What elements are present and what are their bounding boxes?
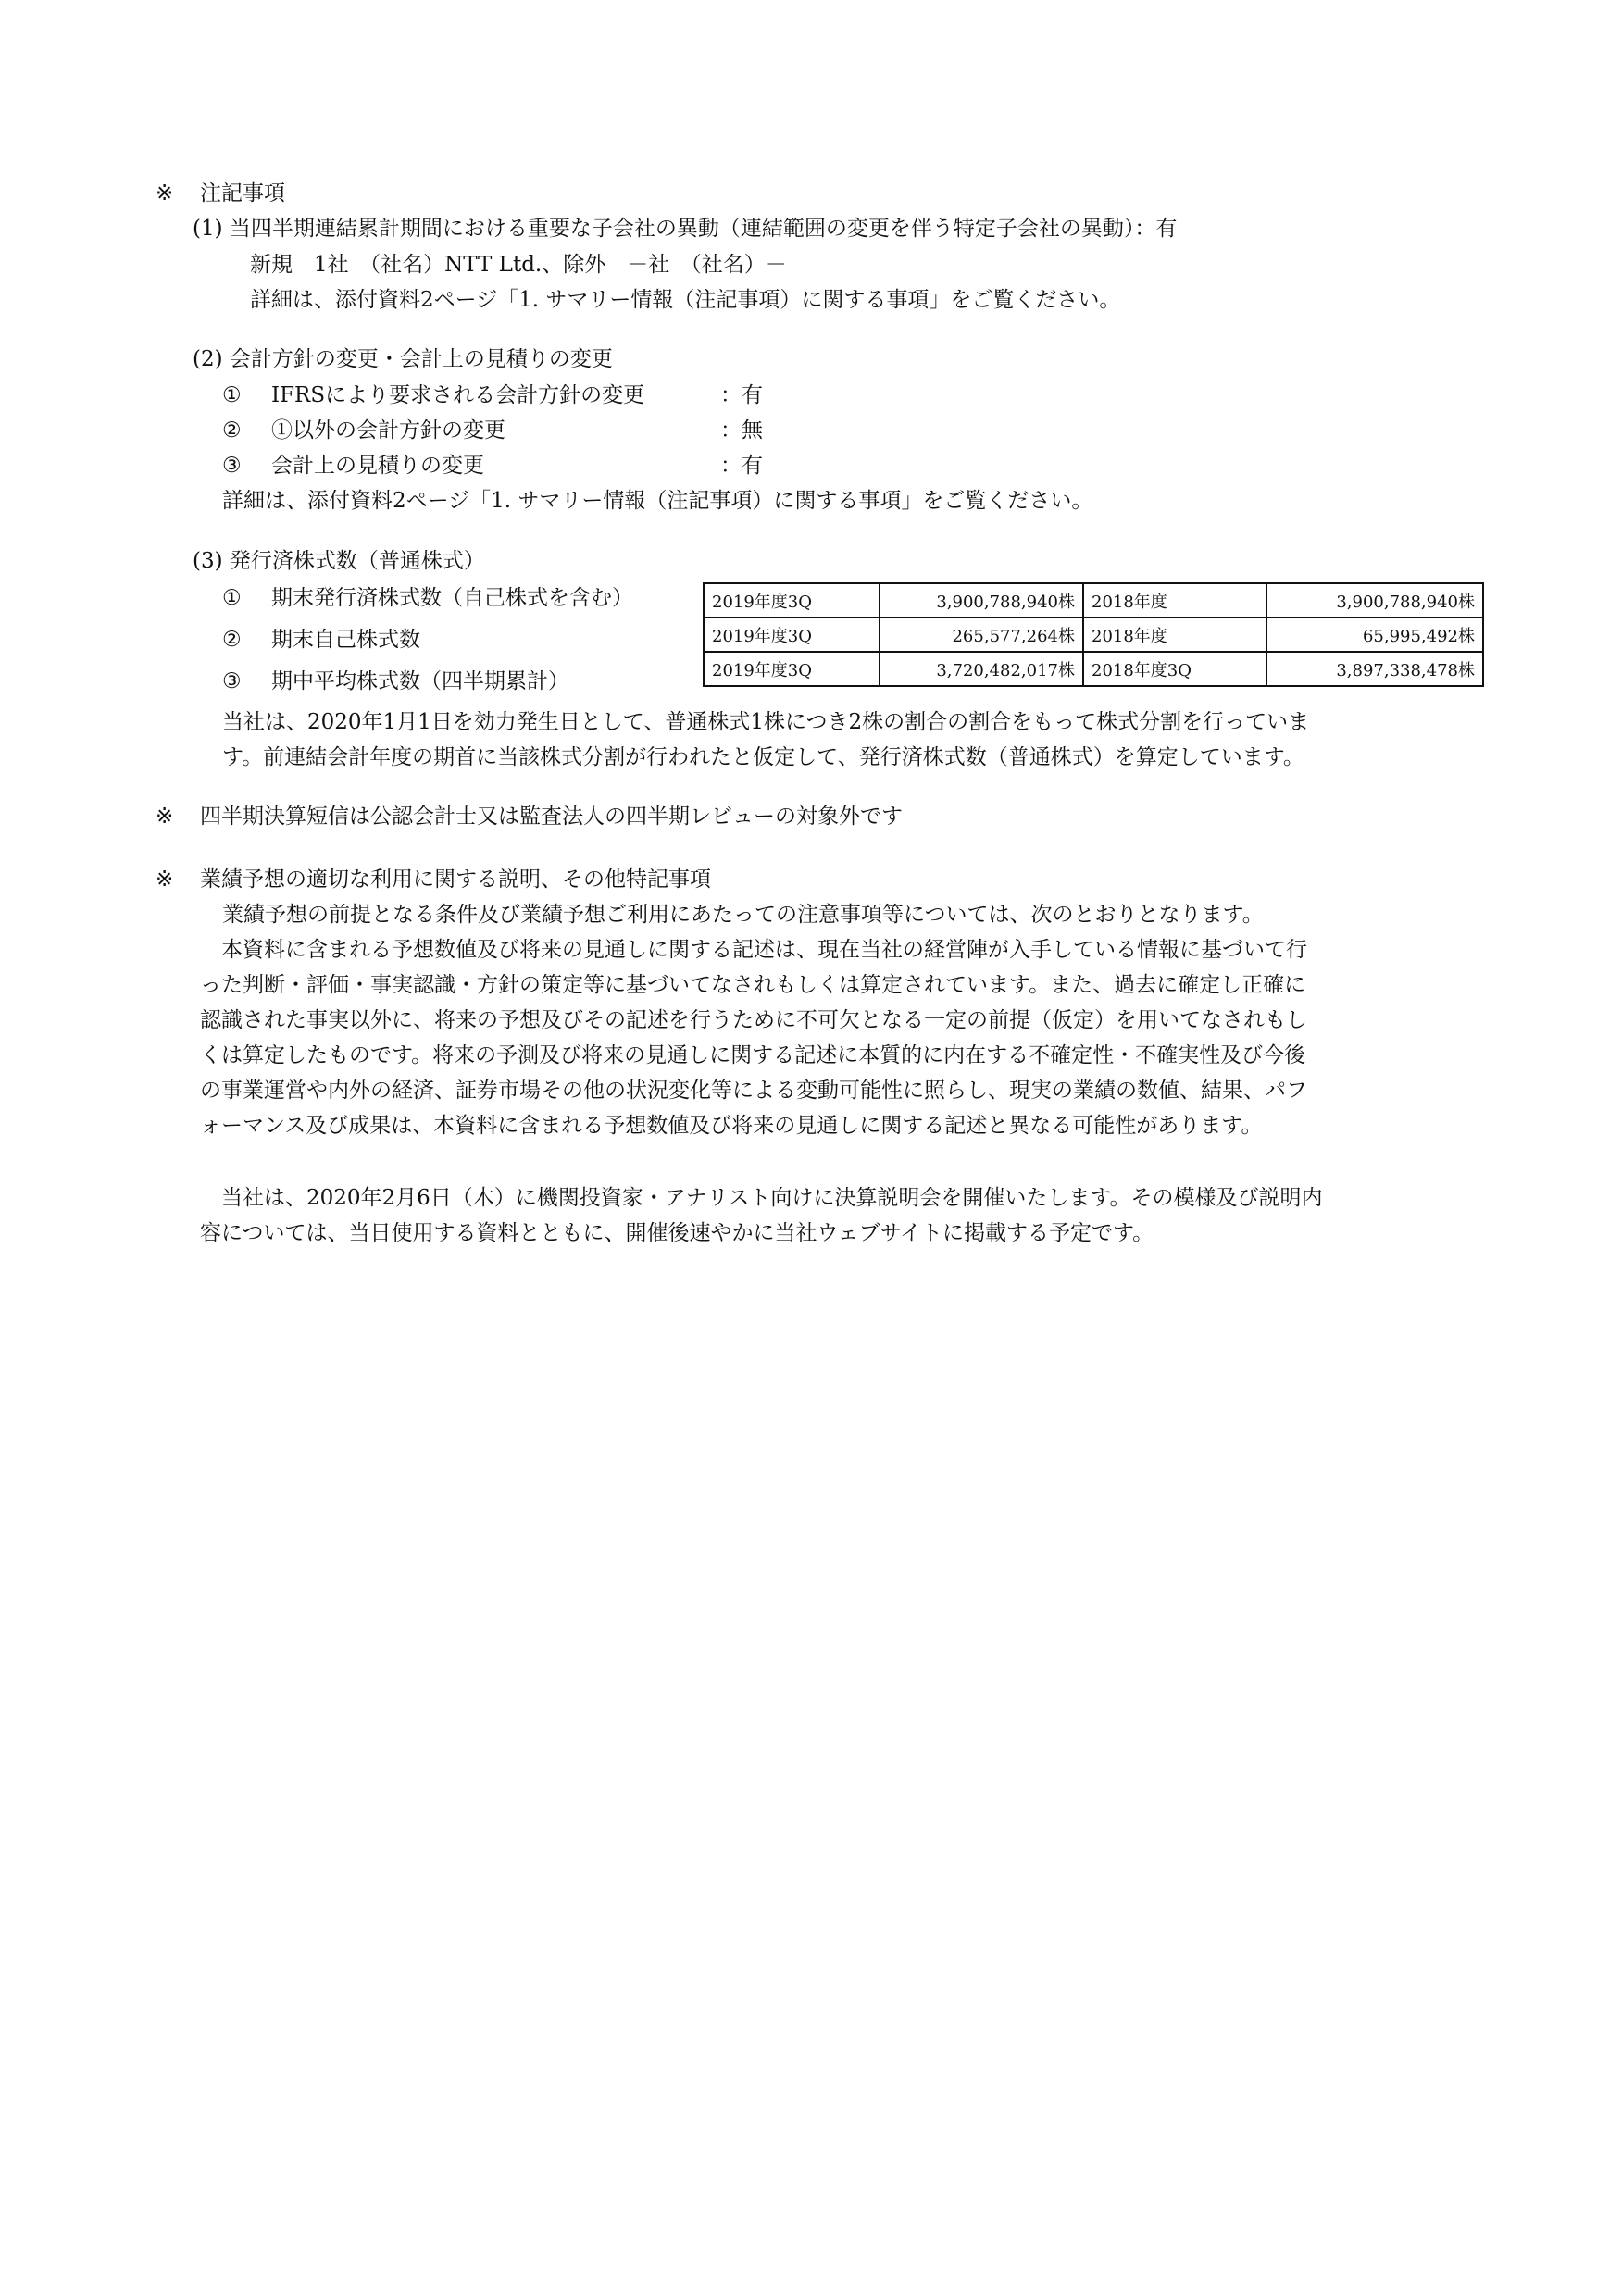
table-row (704, 583, 1483, 618)
reference-mark: ※ (156, 181, 174, 206)
item2-row1-number: ① (222, 383, 242, 407)
current-period-cell: 2019年度3Q (704, 583, 880, 618)
prior-period-cell: 2018年度 (1083, 618, 1266, 652)
prior-value-cell: 3,897,338,478株 (1266, 652, 1483, 686)
prior-value-cell: 65,995,492株 (1266, 618, 1483, 652)
forecast-disclaimer-line: くは算定したものです。将来の予測及び将来の見通しに関する記述に本質的に内在する不確定性・不確実性及び今後 (200, 1043, 1306, 1067)
briefing-note-line: 容については、当日使用する資料とともに、開催後速やかに当社ウェブサイトに掲載する予定です。 (200, 1221, 1154, 1245)
shares-table (703, 582, 1484, 687)
item3-row3-label: 期中平均株式数（四半期累計） (271, 669, 569, 693)
item1-new-subsidiary: 新規 1社 （社名）NTT Ltd.、除外 －社 （社名）－ (250, 253, 787, 277)
item2-row2-number: ② (222, 418, 242, 443)
prior-period-cell: 2018年度3Q (1083, 652, 1266, 686)
current-period-cell: 2019年度3Q (704, 652, 880, 686)
reference-mark: ※ (156, 867, 174, 892)
stock-split-note-line2: す。前連結会計年度の期首に当該株式分割が行われたと仮定して、発行済株式数（普通株式）を算定しています。 (222, 745, 1304, 769)
current-value-cell: 265,577,264株 (880, 618, 1083, 652)
item2-heading: (2) 会計方針の変更・会計上の見積りの変更 (193, 347, 613, 371)
prior-period-cell: 2018年度 (1083, 583, 1266, 618)
item2-detail: 詳細は、添付資料2ページ「1. サマリー情報（注記事項）に関する事項」をご覧ください。 (222, 489, 1093, 513)
item1-detail: 詳細は、添付資料2ページ「1. サマリー情報（注記事項）に関する事項」をご覧ください。 (250, 288, 1121, 312)
current-value-cell: 3,900,788,940株 (880, 583, 1083, 618)
item2-row1-value: ：有 (720, 383, 763, 407)
item3-row1-label: 期末発行済株式数（自己株式を含む） (271, 586, 633, 610)
forecast-disclaimer-line: った判断・評価・事実認識・方針の策定等に基づいてなされもしくは算定されています。また、過去に確定し正確に (200, 973, 1306, 997)
item1-heading: (1) 当四半期連結累計期間における重要な子会社の異動（連結範囲の変更を伴う特定子会社の異動）：有 (193, 217, 1178, 241)
prior-value-cell: 3,900,788,940株 (1266, 583, 1483, 618)
notes-title: 注記事項 (200, 181, 285, 206)
forecast-disclaimer-line: 本資料に含まれる予想数値及び将来の見通しに関する記述は、現在当社の経営陣が入手している情報に基づいて行 (200, 938, 1307, 962)
forecast-note-title: 業績予想の適切な利用に関する説明、その他特記事項 (200, 867, 711, 892)
item2-row2-label: ①以外の会計方針の変更 (271, 418, 505, 443)
current-value-cell: 3,720,482,017株 (880, 652, 1083, 686)
table-row (704, 618, 1483, 652)
item2-row3-number: ③ (222, 454, 242, 478)
reference-mark: ※ (156, 805, 174, 829)
stock-split-note-line1: 当社は、2020年1月1日を効力発生日として、普通株式1株につき2株の割合の割合をもって株式分割を行っていま (222, 710, 1310, 734)
item3-row3-number: ③ (222, 669, 242, 693)
briefing-note-line: 当社は、2020年2月6日（木）に機関投資家・アナリスト向けに決算説明会を開催いたします。その模様及び説明内 (200, 1186, 1323, 1210)
forecast-disclaimer-line: の事業運営や内外の経済、証券市場その他の状況変化等による変動可能性に照らし、現実の業績の数値、結果、パフ (200, 1079, 1307, 1103)
item2-row3-label: 会計上の見積りの変更 (271, 454, 484, 478)
current-period-cell: 2019年度3Q (704, 618, 880, 652)
forecast-disclaimer-line: 認識された事実以外に、将来の予想及びその記述を行うために不可欠となる一定の前提（仮定）を用いてなされもし (200, 1008, 1307, 1032)
forecast-note-intro: 業績予想の前提となる条件及び業績予想ご利用にあたっての注意事項等については、次のとおりとなります。 (222, 903, 1264, 927)
item3-heading: (3) 発行済株式数（普通株式） (193, 549, 485, 573)
table-row (704, 652, 1483, 686)
item2-row3-value: ：有 (720, 454, 763, 478)
item2-row2-value: ：無 (720, 418, 763, 443)
item2-row1-label: IFRSにより要求される会計方針の変更 (271, 383, 645, 407)
item3-row2-label: 期末自己株式数 (271, 628, 420, 652)
forecast-disclaimer-line: ォーマンス及び成果は、本資料に含まれる予想数値及び将来の見通しに関する記述と異なる可能性があります。 (200, 1114, 1263, 1138)
item3-row2-number: ② (222, 628, 242, 652)
review-exemption-note: 四半期決算短信は公認会計士又は監査法人の四半期レビューの対象外です (200, 805, 903, 829)
item3-row1-number: ① (222, 586, 242, 610)
